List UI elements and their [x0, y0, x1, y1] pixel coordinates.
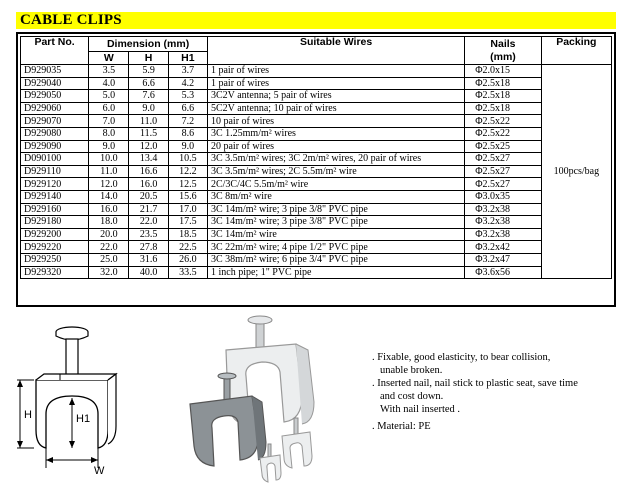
label-w: W	[94, 465, 105, 477]
product-notes	[372, 351, 622, 433]
cell-w: 8.0	[89, 127, 129, 140]
table-row	[21, 203, 612, 216]
cell-h: 22.0	[129, 216, 168, 229]
cell-part-no: D929180	[21, 216, 89, 229]
header-nails: Nails	[465, 37, 541, 52]
cell-nail: Φ3.2x47	[465, 253, 541, 266]
table-row	[21, 77, 612, 90]
cell-w: 32.0	[89, 266, 129, 279]
cell-suitable-wires: 3C 3.5m/m² wires; 3C 2m/m² wires, 20 pair of wires	[207, 153, 464, 166]
note-line: . Inserted nail, nail stick to plastic seat, save time	[372, 378, 578, 389]
table-row	[21, 266, 612, 279]
cell-suitable-wires: 3C2V antenna; 5 pair of wires	[207, 90, 464, 103]
table-body	[21, 65, 612, 279]
cell-suitable-wires: 3C 1.25mm/m² wires	[207, 127, 464, 140]
note-line: With nail inserted .	[380, 404, 461, 415]
cell-h1: 6.6	[168, 102, 207, 115]
note-line: . Fixable, good elasticity, to bear collision,	[372, 352, 551, 363]
table-row	[21, 127, 612, 140]
cell-suitable-wires: 3C 8m/m² wire	[207, 190, 464, 203]
cell-part-no: D929160	[21, 203, 89, 216]
cell-w: 3.5	[89, 65, 129, 78]
cell-suitable-wires: 20 pair of wires	[207, 140, 464, 153]
cell-suitable-wires: 1 inch pipe; 1" PVC pipe	[207, 266, 464, 279]
cell-h: 31.6	[129, 253, 168, 266]
cell-part-no: D929200	[21, 228, 89, 241]
cell-nail: Φ2.5x18	[465, 90, 541, 103]
cell-nail: Φ3.2x38	[465, 228, 541, 241]
title-banner: CABLE CLIPS	[16, 12, 616, 29]
cell-w: 10.0	[89, 153, 129, 166]
cell-nail: Φ2.5x18	[465, 77, 541, 90]
cell-h: 27.8	[129, 241, 168, 254]
spec-table-frame	[16, 32, 616, 307]
cell-h1: 26.0	[168, 253, 207, 266]
cell-nail: Φ2.0x15	[465, 65, 541, 78]
cell-h1: 9.0	[168, 140, 207, 153]
cell-h: 13.4	[129, 153, 168, 166]
cell-w: 14.0	[89, 190, 129, 203]
cell-h1: 4.2	[168, 77, 207, 90]
cell-w: 12.0	[89, 178, 129, 191]
table-row	[21, 228, 612, 241]
cell-w: 25.0	[89, 253, 129, 266]
cell-part-no: D929040	[21, 77, 89, 90]
nail-shank-shape	[66, 339, 78, 379]
cell-part-no: D929220	[21, 241, 89, 254]
cell-h1: 17.0	[168, 203, 207, 216]
label-h1: H1	[76, 413, 91, 425]
cell-w: 4.0	[89, 77, 129, 90]
cell-w: 11.0	[89, 165, 129, 178]
cell-h1: 33.5	[168, 266, 207, 279]
cell-w: 9.0	[89, 140, 129, 153]
cell-part-no: D929250	[21, 253, 89, 266]
table-row	[21, 178, 612, 191]
clip-dimension-diagram	[14, 318, 154, 478]
cell-suitable-wires: 2C/3C/4C 5.5m/m² wire	[207, 178, 464, 191]
table-row	[21, 90, 612, 103]
cell-w: 18.0	[89, 216, 129, 229]
note-line: . Material: PE	[372, 421, 431, 432]
cell-w: 7.0	[89, 115, 129, 128]
cell-suitable-wires: 3C 14m/m² wire	[207, 228, 464, 241]
cell-part-no: D929140	[21, 190, 89, 203]
cell-h: 16.0	[129, 178, 168, 191]
cell-w: 20.0	[89, 228, 129, 241]
cell-nail: Φ3.2x38	[465, 203, 541, 216]
cell-h1: 3.7	[168, 65, 207, 78]
table-row	[21, 216, 612, 229]
cell-h: 9.0	[129, 102, 168, 115]
cell-h1: 12.5	[168, 178, 207, 191]
cell-nail: Φ2.5x27	[465, 165, 541, 178]
cell-h1: 12.2	[168, 165, 207, 178]
cell-h1: 7.2	[168, 115, 207, 128]
cell-h1: 8.6	[168, 127, 207, 140]
cell-h: 40.0	[129, 266, 168, 279]
cell-nail: Φ3.2x38	[465, 216, 541, 229]
header-packing: Packing	[541, 37, 611, 65]
cell-h: 6.6	[129, 77, 168, 90]
cell-h: 5.9	[129, 65, 168, 78]
header-suitable-wires: Suitable Wires	[207, 37, 464, 65]
cell-part-no: D929060	[21, 102, 89, 115]
cell-part-no: D929070	[21, 115, 89, 128]
header-dimension: Dimension (mm)	[89, 37, 208, 52]
label-h: H	[24, 409, 32, 421]
cell-part-no: D929035	[21, 65, 89, 78]
cell-nail: Φ2.5x27	[465, 178, 541, 191]
table-row	[21, 140, 612, 153]
cell-h: 23.5	[129, 228, 168, 241]
cell-w: 16.0	[89, 203, 129, 216]
cell-part-no: D929080	[21, 127, 89, 140]
cell-h: 11.0	[129, 115, 168, 128]
cell-h: 16.6	[129, 165, 168, 178]
cell-h: 7.6	[129, 90, 168, 103]
cell-h: 11.5	[129, 127, 168, 140]
table-row	[21, 153, 612, 166]
cell-part-no: D929050	[21, 90, 89, 103]
cell-h1: 5.3	[168, 90, 207, 103]
table-row	[21, 253, 612, 266]
table-row	[21, 65, 612, 78]
cell-h1: 22.5	[168, 241, 207, 254]
cell-w: 5.0	[89, 90, 129, 103]
note-line: unable broken.	[380, 365, 443, 376]
cell-w: 6.0	[89, 102, 129, 115]
cell-suitable-wires: 10 pair of wires	[207, 115, 464, 128]
cell-h: 20.5	[129, 190, 168, 203]
cell-nail: Φ2.5x22	[465, 115, 541, 128]
cell-suitable-wires: 1 pair of wires	[207, 65, 464, 78]
header-part-no: Part No.	[21, 37, 89, 65]
cell-part-no: D929320	[21, 266, 89, 279]
cell-h1: 18.5	[168, 228, 207, 241]
header-w: W	[89, 52, 129, 65]
cell-suitable-wires: 5C2V antenna; 10 pair of wires	[207, 102, 464, 115]
cell-nail: Φ2.5x27	[465, 153, 541, 166]
cell-packing: 100pcs/bag	[541, 65, 611, 279]
cell-suitable-wires: 3C 14m/m² wire; 3 pipe 3/8" PVC pipe	[207, 203, 464, 216]
small-clip-shape-1	[282, 418, 312, 468]
cell-h1: 17.5	[168, 216, 207, 229]
cell-w: 22.0	[89, 241, 129, 254]
cell-part-no: D929120	[21, 178, 89, 191]
cell-nail: Φ3.6x56	[465, 266, 541, 279]
header-nails-unit: (mm)	[465, 52, 541, 65]
table-row	[21, 102, 612, 115]
cell-h: 21.7	[129, 203, 168, 216]
cell-h: 12.0	[129, 140, 168, 153]
cell-suitable-wires: 3C 3.5m/m² wires; 2C 5.5m/m² wire	[207, 165, 464, 178]
header-h1: H1	[168, 52, 207, 65]
note-line: and cost down.	[380, 391, 444, 402]
cell-nail: Φ3.2x42	[465, 241, 541, 254]
table-row	[21, 241, 612, 254]
cell-nail: Φ2.5x18	[465, 102, 541, 115]
cell-h1: 10.5	[168, 153, 207, 166]
spec-table	[20, 36, 612, 279]
cell-suitable-wires: 3C 22m/m² wire; 4 pipe 1/2" PVC pipe	[207, 241, 464, 254]
table-row	[21, 165, 612, 178]
cell-nail: Φ3.0x35	[465, 190, 541, 203]
table-row	[21, 190, 612, 203]
cell-part-no: D929110	[21, 165, 89, 178]
product-photo	[168, 310, 368, 488]
cell-suitable-wires: 3C 14m/m² wire; 3 pipe 3/8" PVC pipe	[207, 216, 464, 229]
cell-nail: Φ2.5x25	[465, 140, 541, 153]
cell-h1: 15.6	[168, 190, 207, 203]
header-h: H	[129, 52, 168, 65]
cell-part-no: D090100	[21, 153, 89, 166]
cell-part-no: D929090	[21, 140, 89, 153]
cell-nail: Φ2.5x22	[465, 127, 541, 140]
table-row	[21, 115, 612, 128]
cell-suitable-wires: 3C 38m/m² wire; 6 pipe 3/4" PVC pipe	[207, 253, 464, 266]
grey-clip-shape	[190, 373, 266, 466]
cell-suitable-wires: 1 pair of wires	[207, 77, 464, 90]
